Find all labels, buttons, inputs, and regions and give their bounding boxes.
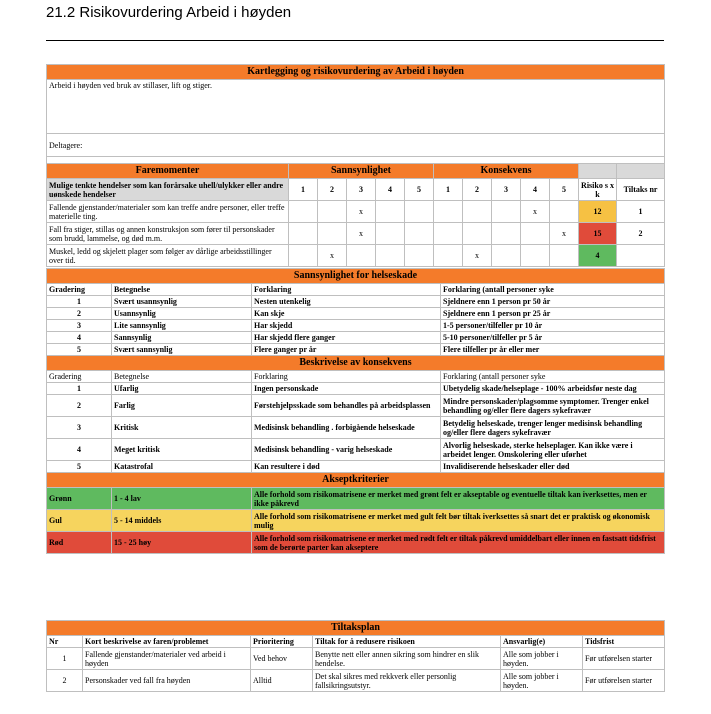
k-scale-3: 3 — [492, 179, 521, 201]
event-cell: Fallende gjenstander/materialer som kan treffe andre personer, eller treffe materielle ting. — [47, 201, 289, 223]
s-scale-5: 5 — [405, 179, 434, 201]
participants-row — [47, 134, 665, 157]
probability-col-explanation: Forklaring — [252, 284, 441, 296]
risk-header-spacer — [579, 164, 617, 179]
acceptance-row-red — [47, 532, 665, 554]
term: Farlig — [112, 395, 252, 417]
explanation: Medisinsk behandling . forbigående helseskade — [252, 417, 441, 439]
action-plan-table — [46, 620, 665, 692]
action-plan-header-row — [47, 636, 665, 648]
consequence-header-row — [47, 371, 665, 383]
description: Personskader ved fall fra høyden — [83, 670, 251, 692]
responsible: Alle som jobber i høyden. — [501, 670, 583, 692]
mapping-title-row — [47, 65, 665, 80]
action-plan-row — [47, 648, 665, 670]
term: Svært usannsynlig — [112, 296, 252, 308]
probability-col-count: Forklaring (antall personer syke — [441, 284, 665, 296]
probability-col-grade: Gradering — [47, 284, 112, 296]
acceptance-text: Alle forhold som risikomatrisene er merket med gult felt bør tiltak iverksettes så snart det er praktisk og økonomisk mulig — [252, 510, 665, 532]
term: Sannsynlig — [112, 332, 252, 344]
deadline: Før utførelsen starter — [583, 648, 665, 670]
count: Betydelig helseskade, trenger lenger medisinsk behandling og/eller flere dagers sykefravær — [441, 417, 665, 439]
scale-header-row — [47, 179, 665, 201]
risk-header: Risiko s x k — [579, 179, 617, 201]
event-cell: Fall fra stiger, stillas og annen konstruksjon som fører til personskader som brudd, lammelse, og død m.m. — [47, 223, 289, 245]
s-mark: x — [318, 245, 347, 267]
explanation: Nesten utenkelig — [252, 296, 441, 308]
s-scale-3: 3 — [347, 179, 376, 201]
risk-value: 4 — [579, 245, 617, 267]
col-nr: Nr — [47, 636, 83, 648]
explanation: Kan skje — [252, 308, 441, 320]
deadline: Før utførelsen starter — [583, 670, 665, 692]
k-scale-2: 2 — [463, 179, 492, 201]
count: Invalidiserende helseskader eller død — [441, 461, 665, 473]
count: Ubetydelig skade/helseplage - 100% arbeidsfør neste dag — [441, 383, 665, 395]
grade: 4 — [47, 439, 112, 461]
probability-row — [47, 320, 665, 332]
participants-cell — [47, 134, 665, 157]
explanation: Ingen personskade — [252, 383, 441, 395]
count: 5-10 personer/tilfeller pr 5 år — [441, 332, 665, 344]
probability-row — [47, 308, 665, 320]
risk-value: 15 — [579, 223, 617, 245]
spacer-row — [47, 157, 665, 164]
explanation: Medisinsk behandling - varig helseskade — [252, 439, 441, 461]
measure-number — [617, 245, 665, 267]
description: Fallende gjenstander/materialer ved arbeid i høyden — [83, 648, 251, 670]
col-deadline: Tidsfrist — [583, 636, 665, 648]
term: Katastrofal — [112, 461, 252, 473]
faremomenter-header: Faremomenter — [47, 164, 289, 179]
count: Flere tilfeller pr år eller mer — [441, 344, 665, 356]
probability-title: Sannsynlighet for helseskade — [47, 269, 665, 284]
matrix-row — [47, 201, 665, 223]
acceptance-text: Alle forhold som risikomatrisene er merket med grønt felt er akseptable og eventuelle tiltak kan iverksettes, men er ikke påkrevd — [252, 488, 665, 510]
acceptance-text: Alle forhold som risikomatrisene er merket med rødt felt er tiltak påkrevd umiddelbart eller innen en fastsatt tidsfrist som de berørte parter kan akseptere — [252, 532, 665, 554]
measure-number: 1 — [617, 201, 665, 223]
heading-rule — [46, 40, 664, 41]
grade: 5 — [47, 344, 112, 356]
term: Lite sannsynlig — [112, 320, 252, 332]
measure: Det skal sikres med rekkverk eller personlig fallsikringsutstyr. — [313, 670, 501, 692]
nr: 1 — [47, 648, 83, 670]
scales-table — [46, 268, 665, 554]
acceptance-row-yellow — [47, 510, 665, 532]
s-mark: x — [347, 223, 376, 245]
consequence-col-grade: Gradering — [47, 371, 112, 383]
s-scale-2: 2 — [318, 179, 347, 201]
consequence-col-term: Betegnelse — [112, 371, 252, 383]
acceptance-row-green — [47, 488, 665, 510]
event-cell: Muskel, ledd og skjelett plager som følger av dårlige arbeidsstillinger over tid. — [47, 245, 289, 267]
action-plan-row — [47, 670, 665, 692]
grade: 3 — [47, 417, 112, 439]
acceptance-title: Akseptkriterier — [47, 473, 665, 488]
consequence-col-count: Forklaring (antall personer syke — [441, 371, 665, 383]
responsible: Alle som jobber i høyden. — [501, 648, 583, 670]
col-description: Kort beskrivelse av faren/problemet — [83, 636, 251, 648]
explanation: Har skjedd flere ganger — [252, 332, 441, 344]
mapping-title: Kartlegging og risikovurdering av Arbeid i høyden — [47, 65, 665, 80]
s-mark: x — [347, 201, 376, 223]
page-heading: 21.2 Risikovurdering Arbeid i høyden — [46, 4, 292, 21]
consequence-title: Beskrivelse av konsekvens — [47, 356, 665, 371]
k-mark: x — [550, 223, 579, 245]
consequence-row — [47, 383, 665, 395]
count: Alvorlig helseskade, sterke helseplager. Kan ikke være i arbeidet lenger. Omskolering eller uførhet — [441, 439, 665, 461]
term: Kritisk — [112, 417, 252, 439]
measure-number: 2 — [617, 223, 665, 245]
probability-row — [47, 332, 665, 344]
priority: Alltid — [251, 670, 313, 692]
probability-row — [47, 296, 665, 308]
matrix-row — [47, 223, 665, 245]
spacer-cell — [47, 157, 665, 164]
risk-assessment-table — [46, 64, 665, 267]
s-scale-1: 1 — [289, 179, 318, 201]
consequence-row — [47, 461, 665, 473]
consequence-row — [47, 417, 665, 439]
count: Sjeldnere enn 1 person pr 25 år — [441, 308, 665, 320]
sannsynlighet-header: Sannsynlighet — [289, 164, 434, 179]
explanation: Flere ganger pr år — [252, 344, 441, 356]
col-priority: Prioritering — [251, 636, 313, 648]
s-scale-4: 4 — [376, 179, 405, 201]
measure-header-spacer — [617, 164, 665, 179]
count: Mindre personskader/plagsomme symptomer. Trenger enkel behandling og/eller flere dagers sykefravær — [441, 395, 665, 417]
risk-value: 12 — [579, 201, 617, 223]
consequence-row — [47, 395, 665, 417]
event-header: Mulige tenkte hendelser som kan forårsake uhell/ulykker eller andre uønskede hendelser — [47, 179, 289, 201]
priority: Ved behov — [251, 648, 313, 670]
probability-col-term: Betegnelse — [112, 284, 252, 296]
k-scale-5: 5 — [550, 179, 579, 201]
acceptance-range: 5 - 14 middels — [112, 510, 252, 532]
grade: 2 — [47, 308, 112, 320]
acceptance-range: 1 - 4 lav — [112, 488, 252, 510]
probability-row — [47, 344, 665, 356]
explanation: Førstehjelpsskade som behandles på arbeidsplassen — [252, 395, 441, 417]
matrix-row — [47, 245, 665, 267]
term: Usannsynlig — [112, 308, 252, 320]
consequence-row — [47, 439, 665, 461]
col-measure: Tiltak for å redusere risikoen — [313, 636, 501, 648]
description-row — [47, 80, 665, 134]
grade: 4 — [47, 332, 112, 344]
count: 1-5 personer/tilfeller pr 10 år — [441, 320, 665, 332]
grade: 5 — [47, 461, 112, 473]
group-header-row — [47, 164, 665, 179]
term: Ufarlig — [112, 383, 252, 395]
acceptance-level: Rød — [47, 532, 112, 554]
nr: 2 — [47, 670, 83, 692]
acceptance-level: Grønn — [47, 488, 112, 510]
col-responsible: Ansvarlig(e) — [501, 636, 583, 648]
term: Meget kritisk — [112, 439, 252, 461]
acceptance-range: 15 - 25 høy — [112, 532, 252, 554]
explanation: Har skjedd — [252, 320, 441, 332]
acceptance-level: Gul — [47, 510, 112, 532]
measure: Benytte nett eller annen sikring som hindrer en slik hendelse. — [313, 648, 501, 670]
term: Svært sannsynlig — [112, 344, 252, 356]
measure-header: Tiltaks nr — [617, 179, 665, 201]
grade: 1 — [47, 296, 112, 308]
k-scale-1: 1 — [434, 179, 463, 201]
consequence-col-explanation: Forklaring — [252, 371, 441, 383]
count: Sjeldnere enn 1 person pr 50 år — [441, 296, 665, 308]
grade: 1 — [47, 383, 112, 395]
grade: 2 — [47, 395, 112, 417]
k-mark: x — [463, 245, 492, 267]
description-text: Arbeid i høyden ved bruk av stillaser, lift og stiger. — [49, 81, 212, 90]
participants-label: Deltagere: — [49, 140, 83, 150]
description-cell — [47, 80, 665, 134]
probability-header-row — [47, 284, 665, 296]
grade: 3 — [47, 320, 112, 332]
k-mark: x — [521, 201, 550, 223]
k-scale-4: 4 — [521, 179, 550, 201]
konsekvens-header: Konsekvens — [434, 164, 579, 179]
explanation: Kan resultere i død — [252, 461, 441, 473]
action-plan-title: Tiltaksplan — [47, 621, 665, 636]
